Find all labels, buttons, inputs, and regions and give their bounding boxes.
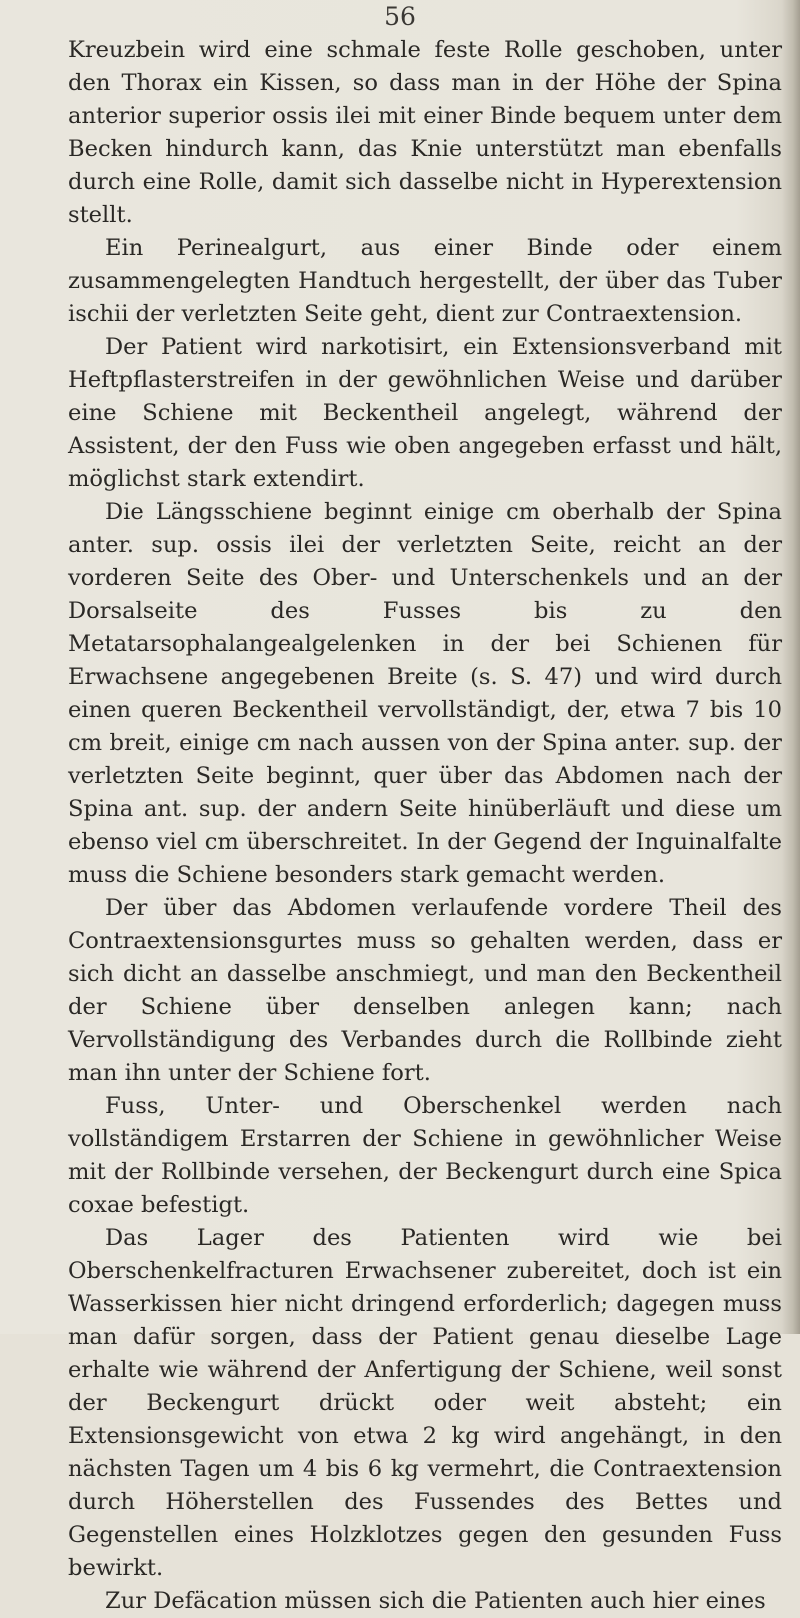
paragraph: Die Längsschiene beginnt einige cm oberhalb der Spina anter. sup. ossis ilei der verletzten Seite, reicht an der vorderen Seite des Ober- und Unterschenkels und an der Dorsalseite des Fusses bis zu den Metatarsophalangealgelenken in der bei Schienen für Erwachsene angegebenen Breite (s. S. 47) und wird durch einen queren Beckentheil vervollständigt, der, etwa 7 bis 10 cm breit, einige cm nach aussen von der Spina anter. sup. der verletzten Seite beginnt, quer über das Abdomen nach der Spina ant. sup. der andern Seite hinüberläuft und diese um ebenso viel cm überschreitet. In der Gegend der Inguinalfalte muss die Schiene besonders stark gemacht werden. [68, 499, 782, 888]
paragraph: Der Patient wird narkotisirt, ein Extensionsverband mit Heftpflasterstreifen in der gewöhnlichen Weise und darüber eine Schiene mit Beckentheil angelegt, während der Assistent, der den Fuss wie oben angegeben erfasst und hält, möglichst stark extendirt. [68, 334, 782, 492]
paragraph: Zur Defäcation müssen sich die Patienten auch hier eines [105, 1588, 766, 1614]
paragraph: Der über das Abdomen verlaufende vordere Theil des Contraextensionsgurtes muss so gehalten werden, dass er sich dicht an dasselbe anschmiegt, und man den Beckentheil der Schiene über denselben anlegen kann; nach Vervollständigung des Verbandes durch die Rollbinde zieht man ihn unter der Schiene fort. [68, 895, 782, 1086]
page-number: 56 [384, 2, 416, 31]
page-edge-shadow [782, 0, 800, 1334]
paragraph: Kreuzbein wird eine schmale feste Rolle geschoben, unter den Thorax ein Kissen, so dass man in der Höhe der Spina anterior superior ossis ilei mit einer Binde bequem unter dem Becken hindurch kann, das Knie unterstützt man ebenfalls durch eine Rolle, damit sich dasselbe nicht in Hyperextension stellt. [68, 37, 782, 228]
paragraph: Ein Perinealgurt, aus einer Binde oder einem zusammengelegten Handtuch hergestellt, der über das Tuber ischii der verletzten Seite geht, dient zur Contraextension. [68, 235, 782, 327]
paragraph: Das Lager des Patienten wird wie bei Oberschenkelfracturen Erwachsener zubereitet, doch ist ein Wasserkissen hier nicht dringend erforderlich; dagegen muss man dafür sorgen, dass der Patient genau dieselbe Lage erhalte wie während der Anfertigung der Schiene, weil sonst der Beckengurt drückt oder weit absteht; ein Extensionsgewicht von etwa 2 kg wird angehängt, in den nächsten Tagen um 4 bis 6 kg vermehrt, die Contraextension durch Höherstellen des Fussendes des Bettes und Gegenstellen eines Holzklotzes gegen den gesunden Fuss bewirkt. [68, 1225, 782, 1581]
body-text [68, 34, 782, 1618]
paragraph: Fuss, Unter- und Oberschenkel werden nach vollständigem Erstarren der Schiene in gewöhnlicher Weise mit der Rollbinde versehen, der Beckengurt durch eine Spica coxae befestigt. [68, 1093, 782, 1218]
